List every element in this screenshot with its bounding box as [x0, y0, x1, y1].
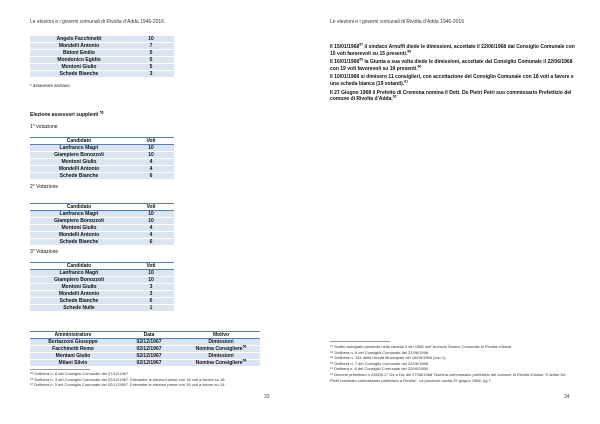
- table-row: [30, 64, 174, 71]
- table-row: [30, 225, 174, 232]
- table-cell: 6: [128, 298, 174, 305]
- column-header: Candidato: [30, 204, 128, 211]
- table-cell: 02/12/1967: [116, 360, 182, 367]
- table-cell: Mondonico Egidio: [30, 57, 128, 64]
- table-row: [30, 50, 174, 57]
- table-cell: 4: [128, 225, 174, 232]
- column-header: Data: [116, 332, 182, 339]
- table-cell: Bertazzoni Giuseppe: [30, 339, 116, 346]
- table-cell: Milani Silvio: [30, 360, 116, 367]
- table-row: [30, 277, 174, 284]
- table-row: [30, 218, 174, 225]
- table-cell: 10: [128, 152, 174, 159]
- paragraph: Il 10/01/1968 si dimisero 11 consiglieri, con accettazione del Consiglio Comunale con 18 voti a favore e una scheda bianca (19 votanti).$^{61}$: [330, 74, 574, 87]
- page-number: 34: [564, 394, 570, 400]
- table-cell: Nomina Consigliere$^{56}$: [182, 360, 260, 367]
- footnotes: [30, 371, 270, 388]
- table-cell: 02/12/1967: [116, 339, 182, 346]
- admin-table: [30, 331, 260, 366]
- table-cell: Lanfranco Magri: [30, 145, 128, 152]
- table-row: [30, 298, 174, 305]
- table-cell: 4: [128, 232, 174, 239]
- footnotes: [330, 344, 575, 383]
- vote2-table: [30, 203, 174, 245]
- table-cell: Schede Bianche: [30, 239, 128, 246]
- top-note: * assessore anziano: [30, 83, 70, 88]
- column-header: Voti: [128, 263, 174, 270]
- table-cell: 10: [128, 145, 174, 152]
- column-header: Amministratore: [30, 332, 116, 339]
- table-row: [30, 232, 174, 239]
- running-head: Le elezioni e i governi comunali di Rivolta d’Adda 1946-2016: [330, 19, 464, 25]
- footnote: ⁶² Decreto prefettizio n 2352/II.2° Gs a Div del 27/06/1968’ Nomina commissario prefettizio del comune di Rivolta d’Adda, “il dottor De Pietri nominato commissario prefettizio a Rivolta”. La provincia uscita 29 giugno 1968, pg 7.: [330, 371, 566, 383]
- table-cell: Mondelli Antonio: [30, 43, 128, 50]
- table-cell: 6: [128, 239, 174, 246]
- table-cell: Lanfranco Magri: [30, 270, 128, 277]
- table-cell: Giampiero Bonozzoli: [30, 218, 128, 225]
- table-cell: Giampiero Bonozzoli: [30, 152, 128, 159]
- vote1-table: [30, 137, 174, 179]
- footnote: ⁵⁶ Delibera n. 3 del Consiglio Comunale del 02/12/1967. Entrambe le elezioni prese con 16 voti a favore su 18.: [30, 376, 226, 382]
- table-row: [30, 284, 174, 291]
- column-header: Candidato: [30, 263, 128, 270]
- table-cell: Montoni Giulio: [30, 159, 128, 166]
- vote1-title: 1° votazione: [30, 124, 58, 130]
- footnote: ⁵⁹ Delibera n. 134 della Giunta Municipale del 16/06/1968 (con 1).: [330, 355, 447, 361]
- table-cell: Montoni Giulio: [30, 284, 128, 291]
- table-cell: 10: [128, 277, 174, 284]
- footnote: ⁶⁰ Delibera n. 7 del Consiglio Comunale del 22/06/1968.: [330, 360, 430, 366]
- table-cell: Mondelli Antonio: [30, 291, 128, 298]
- table-cell: 3: [128, 291, 174, 298]
- table-row: [30, 353, 260, 360]
- footnote: ⁵⁸ Delibera n. 6 del Consiglio Comunale del 22/06/1968.: [330, 349, 430, 355]
- table-row: [30, 270, 174, 277]
- right-page: [300, 0, 600, 424]
- table-cell: 10: [128, 36, 174, 43]
- table-cell: 10: [128, 218, 174, 225]
- table-cell: Mondelli Antonio: [30, 166, 128, 173]
- footnote: ⁵⁷ Delibera n. 3 del Consiglio Comunale del 02/12/1967. Entrambe le elezioni prese con 16 voti a favore su 19.: [30, 382, 226, 388]
- table-cell: Schede Bianche: [30, 71, 128, 78]
- vote3-table: [30, 262, 174, 311]
- table-cell: Nomina Consigliere$^{56}$: [182, 346, 260, 353]
- table-cell: 02/12/1967: [116, 346, 182, 353]
- section-title: Elezione assessori supplenti $^{56}$: [30, 110, 104, 118]
- footnote-rule: [30, 369, 90, 370]
- table-cell: 3: [128, 284, 174, 291]
- page-number: 33: [264, 394, 270, 400]
- column-header: Voti: [128, 138, 174, 145]
- table-cell: 4: [128, 166, 174, 173]
- table-cell: 3: [128, 71, 174, 78]
- table-row: [30, 57, 174, 64]
- table-cell: Dimissioni: [182, 353, 260, 360]
- vote3-title: 3° Votazione: [30, 249, 59, 255]
- paragraph: Il 15/01/1968$^{57}$ il sindaco Arnuffi diede le dimissioni, accettate il 22/06/1968 dal Consiglio Comunale con 15 voti favorevoli su 15 presenti.$^{58}$: [330, 42, 575, 57]
- table-row: [30, 145, 174, 152]
- column-header: Candidato: [30, 138, 128, 145]
- column-header: Motivo: [182, 332, 260, 339]
- footnote-rule: [330, 341, 390, 342]
- table-cell: Bidoni Emilio: [30, 50, 128, 57]
- paragraph: Il 27 Giugno 1968 il Prefetto di Cremona nomina il Dott. De Pietri Petri suo commissario Prefettizio del comune di Rivolta d’Adda.$^{62}$: [330, 89, 572, 103]
- table-row: [30, 305, 174, 312]
- table-row: [30, 166, 174, 173]
- table-cell: 10: [128, 270, 174, 277]
- table-cell: Facchinetti Remo: [30, 346, 116, 353]
- table-cell: Montani Giulio: [30, 353, 116, 360]
- table-row: [30, 71, 174, 78]
- running-head: Le elezioni e i governi comunali di Rivolta d’Adda 1946-2016: [30, 19, 164, 25]
- table-cell: Schede Nulle: [30, 305, 128, 312]
- table-cell: 1: [128, 305, 174, 312]
- table-row: [30, 36, 174, 43]
- table-cell: 4: [128, 159, 174, 166]
- footnote: ⁵⁷ Scritto autografo presente nella cartella 2 del 1968 nell’ Archivio Storico Comunale di Rivolta d’Adda.: [330, 344, 512, 349]
- footnote: ⁵⁵ Delibera n. 8 del Consiglio Comunale del 07/10/1967.: [30, 371, 130, 376]
- top-table: [30, 35, 174, 77]
- table-cell: Dimissioni: [182, 339, 260, 346]
- vote2-title: 2° Votazione: [30, 184, 59, 190]
- table-row: [30, 346, 260, 353]
- table-row: [30, 173, 174, 180]
- paragraph: Il 16/01/1968$^{59}$ la Giunta a sua volta diede le dimissioni, accettate dal Consiglio Comunale il 22/06/1968 con 19 voti favorevoli su 19 presenti.$^{60}$: [330, 57, 573, 72]
- table-cell: Montoni Giulio: [30, 64, 128, 71]
- table-cell: 7: [128, 43, 174, 50]
- body-text: [330, 44, 575, 103]
- table-cell: 6: [128, 173, 174, 180]
- table-cell: Giampiero Bonozzoli: [30, 277, 128, 284]
- footnote: ⁶¹ Delibera n. 8 del Consiglio Comunale del 22/06/1968.: [330, 366, 429, 372]
- table-cell: 10: [128, 211, 174, 218]
- column-header: Voti: [128, 204, 174, 211]
- table-row: [30, 291, 174, 298]
- table-cell: 02/12/1967: [116, 353, 182, 360]
- table-cell: Angelo Facchinetti: [30, 36, 128, 43]
- table-row: [30, 360, 260, 367]
- table-cell: Mondelli Antonio: [30, 232, 128, 239]
- table-cell: 5: [128, 50, 174, 57]
- table-cell: 5: [128, 64, 174, 71]
- table-cell: 5: [128, 57, 174, 64]
- table-cell: Schede Bianche: [30, 298, 128, 305]
- table-cell: Lanfranco Magri: [30, 211, 128, 218]
- table-row: [30, 211, 174, 218]
- table-row: [30, 239, 174, 246]
- table-row: [30, 159, 174, 166]
- table-cell: Schede Bianche: [30, 173, 128, 180]
- table-cell: Montoni Giulio: [30, 225, 128, 232]
- table-row: [30, 339, 260, 346]
- table-row: [30, 152, 174, 159]
- table-row: [30, 43, 174, 50]
